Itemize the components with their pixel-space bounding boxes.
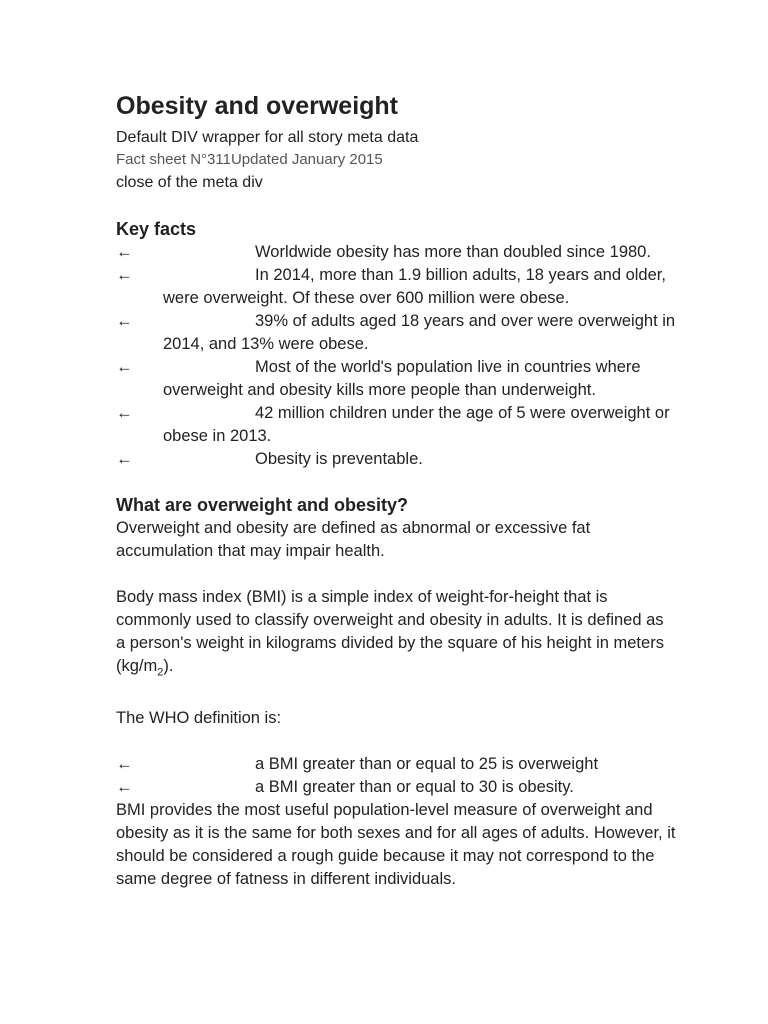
key-fact-text: In 2014, more than 1.9 billion adults, 18 years and older, were overweight. Of these over 600 million were obese. [163,266,666,307]
who-definition-text: a BMI greater than or equal to 30 is obesity. [255,778,574,797]
who-intro: The WHO definition is: [116,709,282,728]
key-fact-text: Obesity is preventable. [255,450,423,468]
definition-heading: What are overweight and obesity? [116,495,409,515]
page-title: Obesity and overweight [116,92,399,120]
left-arrow-icon: ← [116,450,133,468]
key-fact-text: 42 million children under the age of 5 were overweight or obese in 2013. [163,404,670,445]
key-fact-text: Worldwide obesity has more than doubled since 1980. [255,243,651,261]
bmi-paragraph-text: Body mass index (BMI) is a simple index of weight-for-height that is commonly used to classify overweight and obesity in adults. It is defined as a person's weight in kilograms divided by the square of his height in meters (kg/m [116,588,664,675]
left-arrow-icon: ← [116,404,133,422]
key-fact-text: Most of the world's population live in countries where overweight and obesity kills more people than underweight. [163,358,641,399]
spacer [116,730,676,753]
bmi-paragraph-end: ). [163,657,174,675]
meta-close-text: close of the meta div [116,174,263,191]
definition-paragraph: Overweight and obesity are defined as abnormal or excessive fat accumulation that may impair health. [116,519,591,560]
list-item [116,776,676,799]
key-facts-list [116,241,676,471]
left-arrow-icon: ← [116,755,133,774]
list-item [116,356,676,402]
left-arrow-icon: ← [116,778,133,797]
key-fact-text: 39% of adults aged 18 years and over were overweight in 2014, and 13% were obese. [163,312,676,353]
who-definition-text: a BMI greater than or equal to 25 is overweight [255,755,599,774]
meta-wrapper-text: Default DIV wrapper for all story meta data [116,129,419,146]
left-arrow-icon: ← [116,266,133,284]
document-page [116,90,676,891]
key-facts-heading: Key facts [116,219,197,239]
left-arrow-icon: ← [116,358,133,376]
who-definition-list [116,753,676,799]
left-arrow-icon: ← [116,243,133,261]
bmi-usefulness-paragraph: BMI provides the most useful population-level measure of overweight and obesity as it is the same for both sexes and for all ages of adults. However, it should be considered a rough guide because it may not correspond to the same degree of fatness in different individuals. [116,801,676,889]
bmi-paragraph [116,586,676,684]
list-item [116,310,676,356]
list-item [116,753,676,776]
spacer [116,684,676,707]
bmi-unit-subscript: 2 [157,666,164,679]
list-item [116,402,676,448]
fact-sheet-meta: Fact sheet N°311Updated January 2015 [116,151,383,168]
list-item [116,448,676,471]
spacer [116,563,676,586]
left-arrow-icon: ← [116,312,133,330]
list-item [116,241,676,264]
list-item [116,264,676,310]
